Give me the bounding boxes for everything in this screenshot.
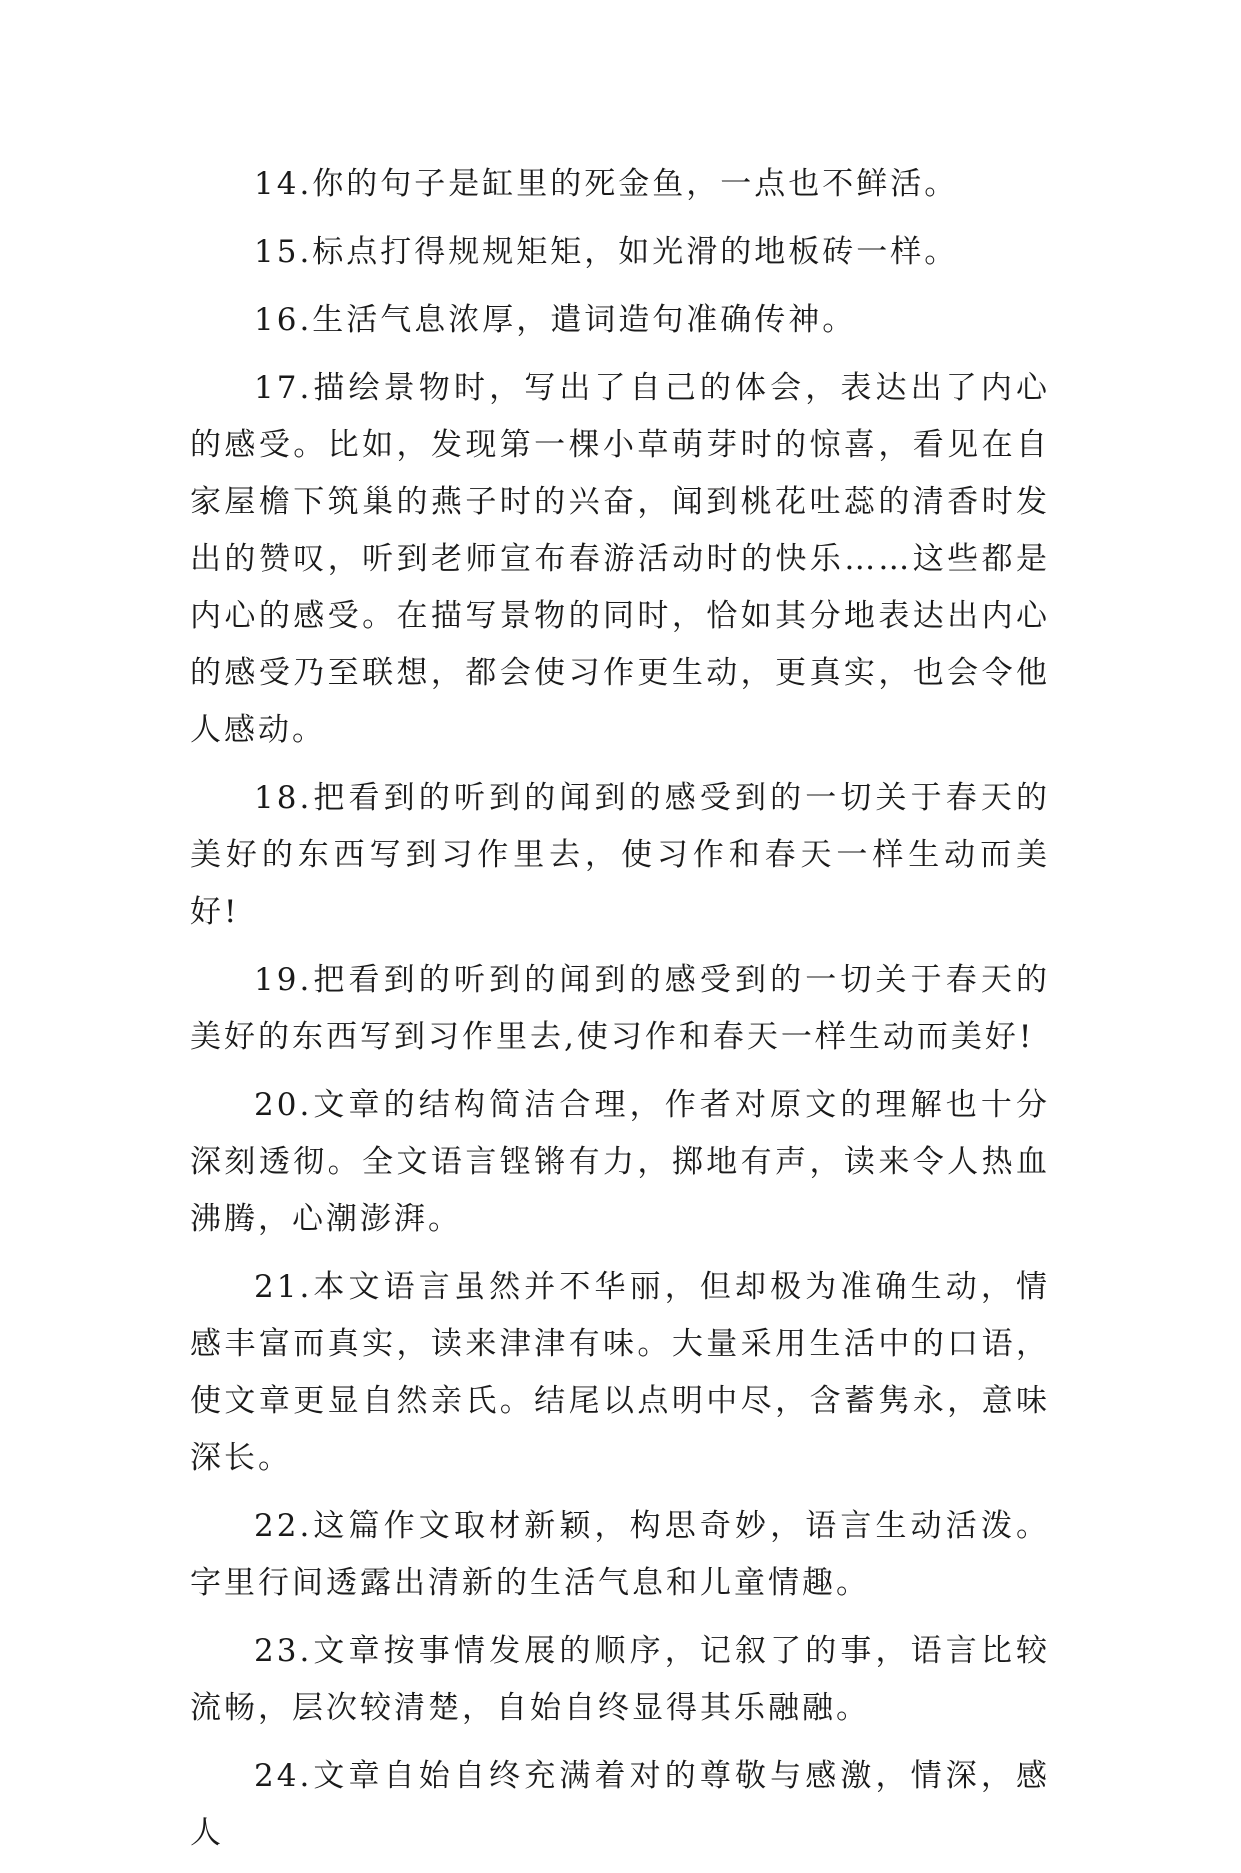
paragraph-23: 23.文章按事情发展的顺序，记叙了的事，语言比较流畅，层次较清楚，自始自终显得其乐融融。: [190, 1633, 1050, 1726]
paragraph-18: 18.把看到的听到的闻到的感受到的一切关于春天的美好的东西写到习作里去，使习作和春天一样生动而美好!: [190, 780, 1050, 930]
paragraph-19: 19.把看到的听到的闻到的感受到的一切关于春天的美好的东西写到习作里去,使习作和春天一样生动而美好!: [190, 962, 1050, 1055]
paragraph-16: 16.生活气息浓厚，遣词造句准确传神。: [254, 302, 857, 338]
paragraph-17: 17.描绘景物时，写出了自己的体会，表达出了内心的感受。比如，发现第一棵小草萌芽时的惊喜，看见在自家屋檐下筑巢的燕子时的兴奋，闻到桃花吐蕊的清香时发出的赞叹，听到老师宣布春游活动时的快乐……这些都是内心的感受。在描写景物的同时，恰如其分地表达出内心的感受乃至联想，都会使习作更生动，更真实，也会令他人感动。: [190, 370, 1050, 748]
paragraph-20: 20.文章的结构简洁合理，作者对原文的理解也十分深刻透彻。全文语言铿锵有力，掷地有声，读来令人热血沸腾，心潮澎湃。: [190, 1087, 1050, 1237]
paragraph-14: 14.你的句子是缸里的死金鱼，一点也不鲜活。: [254, 166, 959, 202]
paragraph-24: 24.文章自始自终充满着对的尊敬与感激，情深，感人: [190, 1758, 1050, 1851]
paragraph-15: 15.标点打得规规矩矩，如光滑的地板砖一样。: [254, 234, 959, 270]
paragraph-22: 22.这篇作文取材新颖，构思奇妙，语言生动活泼。字里行间透露出清新的生活气息和儿童情趣。: [190, 1508, 1050, 1601]
document-body: [190, 156, 1050, 1873]
paragraph-21: 21.本文语言虽然并不华丽，但却极为准确生动，情感丰富而真实，读来津津有味。大量采用生活中的口语，使文章更显自然亲氏。结尾以点明中尽，含蓄隽永，意味深长。: [190, 1269, 1050, 1476]
